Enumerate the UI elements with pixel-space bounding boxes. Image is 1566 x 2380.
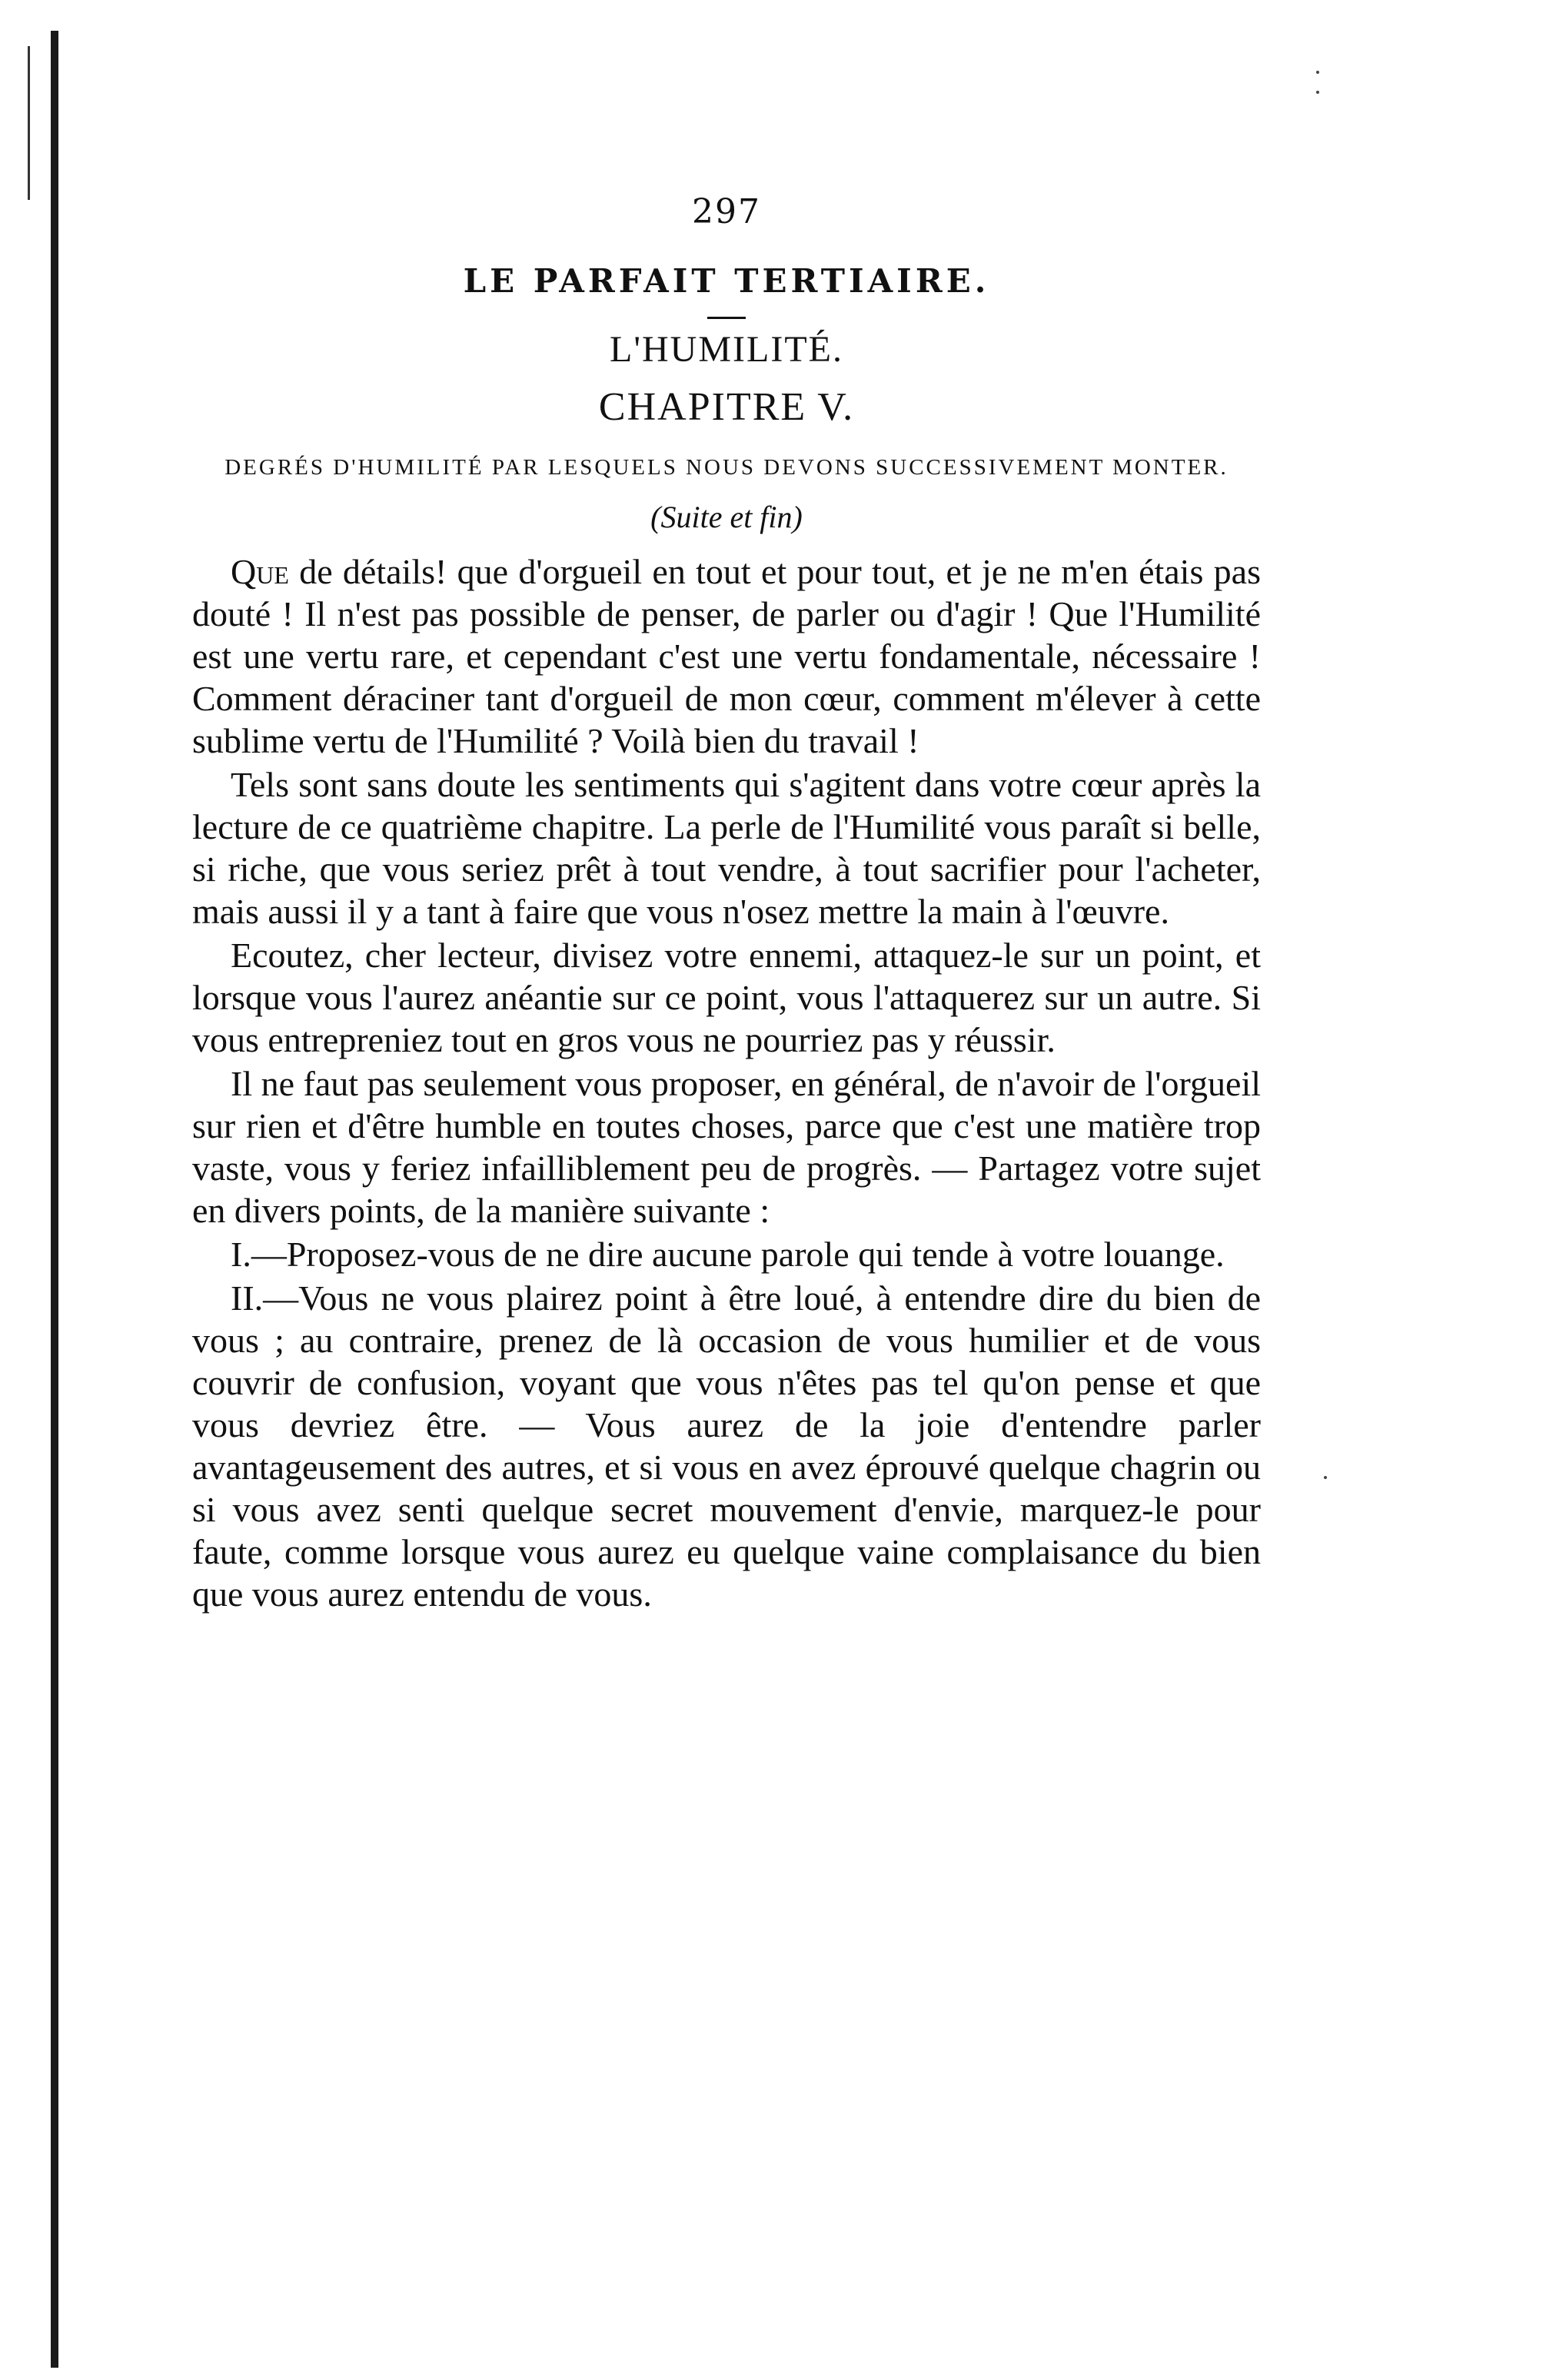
scan-speck [1324, 1476, 1327, 1479]
title-rule [707, 317, 746, 319]
chapter-subtitle: DEGRÉS D'HUMILITÉ PAR LESQUELS NOUS DEVONS SUCCESSIVEMENT MONTER. [224, 455, 1229, 480]
paragraph: Ecoutez, cher lecteur, divisez votre ennemi, attaquez-le sur un point, et lorsque vous l'aurez anéantie sur ce point, vous l'attaquerez sur un autre. Si vous entrepreniez tout en gros vous ne pourriez pas y réussir. [192, 936, 1261, 1059]
running-title: LE PARFAIT TERTIAIRE. [463, 262, 990, 300]
scan-speck [1316, 71, 1319, 74]
paragraph: Tels sont sans doute les sentiments qui s'agitent dans votre cœur après la lecture de ce quatrième chapitre. La perle de l'Humilité vous paraît si belle, si riche, que vous seriez prêt à tout vendre, à tout sacrifier pour l'acheter, mais aussi il y a tant à faire que vous n'osez mettre la main à l'œuvre. [192, 765, 1261, 931]
paragraph: Il ne faut pas seulement vous proposer, en général, de n'avoir de l'orgueil sur rien et d'être humble en toutes choses, parce que c'est une matière trop vaste, vous y feriez infailliblement peu de progrès. — Partagez votre sujet en divers points, de la manière suivante : [192, 1064, 1261, 1230]
paragraph: II.—Vous ne vous plairez point à être loué, à entendre dire du bien de vous ; au contraire, prenez de là occasion de vous humilier et de vous couvrir de confusion, voyant que vous n'êtes pas tel qu'on pense et que vous devriez être. — Vous aurez de la joie d'entendre parler avantageusement des autres, et si vous en avez éprouvé quelque chagrin ou si vous avez senti quelque secret mouvement d'envie, marquez-le pour faute, comme lorsque vous aurez eu quelque vaine complaisance du bien que vous aurez entendu de vous. [192, 1278, 1261, 1614]
paragraph [192, 550, 1261, 762]
subtitle-note: (Suite et fin) [650, 500, 803, 534]
chapter-title: CHAPITRE V. [598, 385, 855, 429]
scan-edge-mark [28, 46, 30, 200]
paragraph-text: de détails! que d'orgueil en tout et pour tout, et je ne m'en étais pas douté ! Il n'est pas possible de penser, de parler ou d'agir ! Que l'Humilité est une vertu rare, et cependant c'est une vertu fondamentale, nécessaire ! Comment déraciner tant d'orgueil de mon cœur, comment m'élever à cette sublime vertu de l'Humilité ? Voilà bien du travail ! [192, 552, 1261, 760]
scan-binding-edge [51, 31, 58, 2368]
paragraph: I.—Proposez-vous de ne dire aucune parole qui tende à votre louange. [231, 1235, 1225, 1274]
paragraph-lead: Que [231, 552, 289, 591]
book-page [192, 192, 1261, 1617]
page-number: 297 [692, 192, 761, 231]
section-title: L'HUMILITÉ. [610, 329, 843, 370]
scan-speck [1316, 91, 1319, 94]
body-text [192, 550, 1261, 1615]
